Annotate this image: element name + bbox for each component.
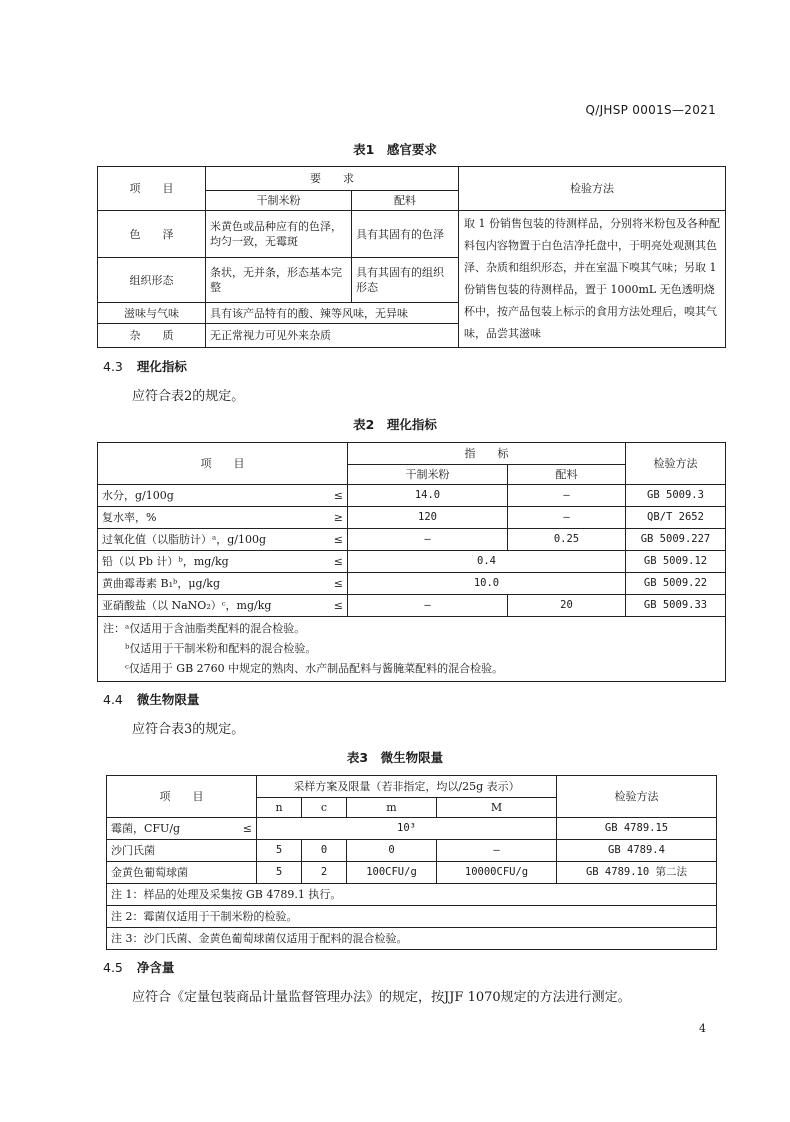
t2-operator: ≤ xyxy=(333,599,343,612)
t3-header-method: 检验方法 xyxy=(557,776,717,818)
t3-header-c: c xyxy=(302,798,347,818)
t1-merged-value: 无正常视力可见外来杂质 xyxy=(206,324,459,348)
section-4-4-heading xyxy=(103,690,199,708)
t2-rice-noodle-value: — xyxy=(348,595,508,617)
table2-caption: 表2 理化指标 xyxy=(353,417,437,432)
t2-notes xyxy=(98,617,726,682)
t3-header-M: M xyxy=(437,798,557,818)
section-4-4-text: 应符合表3的规定。 xyxy=(132,722,245,737)
t2-rice-noodle-value: — xyxy=(348,529,508,551)
t3-note: 注 3：沙门氏菌、金黄色葡萄球菌仅适用于配料的混合检验。 xyxy=(107,928,717,950)
t1-header-item: 项 目 xyxy=(98,167,206,211)
t3-header-plan: 采样方案及限量（若非指定，均以/25g 表示） xyxy=(257,776,557,798)
t2-item: 铅（以 Pb 计）ᵇ，mg/kg xyxy=(102,555,229,568)
t3-method: GB 4789.10 第二法 xyxy=(557,862,717,884)
t3-n: 5 xyxy=(257,862,302,884)
section-4-5-text: 应符合《定量包装商品计量监督管理办法》的规定，按JJF 1070规定的方法进行测定。 xyxy=(132,990,631,1005)
t2-method: GB 5009.227 xyxy=(626,529,726,551)
t2-operator: ≤ xyxy=(333,533,343,546)
t3-note: 注 1：样品的处理及采集按 GB 4789.1 执行。 xyxy=(107,884,717,906)
table1-sensory xyxy=(97,166,726,348)
t2-ingredient-value: 0.25 xyxy=(508,529,626,551)
t2-method: GB 5009.12 xyxy=(626,551,726,573)
t1-header-requirement: 要 求 xyxy=(206,167,459,191)
t1-item: 色 泽 xyxy=(98,211,206,258)
t2-item: 过氧化值（以脂肪计）ᵃ，g/100g xyxy=(102,533,267,546)
t2-header-ingredient: 配料 xyxy=(508,465,626,485)
t1-header-rice-noodle: 干制米粉 xyxy=(206,191,352,211)
table-row xyxy=(98,507,726,529)
table3-microbial xyxy=(106,775,717,950)
t1-merged-value: 具有该产品特有的酸、辣等风味，无异味 xyxy=(206,303,459,324)
t1-method-text: 取 1 份销售包装的待测样品，分别将米粉包及各种配料包内容物置于白色洁净托盘中，于明亮处观测其色泽、杂质和组织形态，并在室温下嗅其气味；另取 1 份销售包装的待测样品，置于 1000mL 无色透明烧杯中，按产品包装上标示的食用方法处理后，嗅其气味，品尝其滋味 xyxy=(459,211,726,348)
t1-header-ingredient: 配料 xyxy=(352,191,459,211)
table-row xyxy=(98,485,726,507)
section-4-3-heading xyxy=(103,357,187,375)
t3-method: GB 4789.15 xyxy=(557,818,717,840)
t2-method: GB 5009.22 xyxy=(626,573,726,595)
page-number: 4 xyxy=(699,1022,706,1035)
t2-header-method: 检验方法 xyxy=(626,443,726,485)
t1-item: 组织形态 xyxy=(98,258,206,303)
t2-ingredient-value: — xyxy=(508,507,626,529)
t3-item: 金黄色葡萄球菌 xyxy=(107,862,257,884)
t2-item: 复水率，% xyxy=(102,511,157,524)
table-row xyxy=(107,818,717,840)
table1-caption: 表1 感官要求 xyxy=(353,142,437,157)
t3-method: GB 4789.4 xyxy=(557,840,717,862)
t2-merged-value: 0.4 xyxy=(348,551,626,573)
t2-header-index: 指 标 xyxy=(348,443,626,465)
section-4-3-text: 应符合表2的规定。 xyxy=(132,389,245,404)
section-number: 4.5 xyxy=(103,960,123,975)
t1-ingredient-value: 具有其固有的组织形态 xyxy=(352,258,459,303)
section-4-5-heading xyxy=(103,958,174,976)
t1-item: 杂 质 xyxy=(98,324,206,348)
table2-physicochemical xyxy=(97,442,726,682)
t1-item: 滋味与气味 xyxy=(98,303,206,324)
section-title: 微生物限量 xyxy=(136,692,200,707)
t2-merged-value: 10.0 xyxy=(348,573,626,595)
t2-operator: ≤ xyxy=(333,489,343,502)
t1-rice-noodle-value: 米黄色或品种应有的色泽，均匀一致，无霉斑 xyxy=(206,211,352,258)
t1-header-method: 检验方法 xyxy=(459,167,726,211)
t2-item: 黄曲霉毒素 B₁ᵇ，μg/kg xyxy=(102,577,220,590)
t3-operator: ≤ xyxy=(242,822,252,835)
t2-operator: ≤ xyxy=(333,577,343,590)
table-row xyxy=(107,840,717,862)
section-title: 净含量 xyxy=(136,960,175,975)
t3-M: 10000CFU/g xyxy=(437,862,557,884)
t2-method: QB/T 2652 xyxy=(626,507,726,529)
t2-ingredient-value: 20 xyxy=(508,595,626,617)
t3-note: 注 2：霉菌仅适用于干制米粉的检验。 xyxy=(107,906,717,928)
t3-M: — xyxy=(437,840,557,862)
table-row xyxy=(98,211,726,258)
t3-m: 0 xyxy=(347,840,437,862)
t3-header-n: n xyxy=(257,798,302,818)
table-row xyxy=(98,595,726,617)
document-code: Q/JHSP 0001S—2021 xyxy=(585,103,716,117)
section-title: 理化指标 xyxy=(136,359,187,374)
t3-merged-value: 10³ xyxy=(257,818,557,840)
t2-rice-noodle-value: 120 xyxy=(348,507,508,529)
t2-operator: ≥ xyxy=(333,511,343,524)
t3-n: 5 xyxy=(257,840,302,862)
t3-item: 沙门氏菌 xyxy=(107,840,257,862)
table-row xyxy=(98,529,726,551)
t3-header-m: m xyxy=(347,798,437,818)
t2-method: GB 5009.33 xyxy=(626,595,726,617)
t3-item: 霉菌，CFU/g xyxy=(111,822,181,835)
t2-method: GB 5009.3 xyxy=(626,485,726,507)
t2-ingredient-value: — xyxy=(508,485,626,507)
t2-rice-noodle-value: 14.0 xyxy=(348,485,508,507)
t2-header-item: 项 目 xyxy=(98,443,348,485)
table-row xyxy=(107,862,717,884)
t2-note: ᶜ仅适用于 GB 2760 中规定的熟肉、水产制品配料与酱腌菜配料的混合检验。 xyxy=(125,662,504,675)
t2-operator: ≤ xyxy=(333,555,343,568)
t2-item: 水分，g/100g xyxy=(102,489,174,502)
t2-note: ᵇ仅适用于干制米粉和配料的混合检验。 xyxy=(125,642,317,655)
t3-c: 0 xyxy=(302,840,347,862)
t3-m: 100CFU/g xyxy=(347,862,437,884)
table-row xyxy=(98,551,726,573)
t1-ingredient-value: 具有其固有的色泽 xyxy=(352,211,459,258)
t3-c: 2 xyxy=(302,862,347,884)
table3-caption: 表3 微生物限量 xyxy=(346,750,444,765)
t1-rice-noodle-value: 条状，无并条，形态基本完整 xyxy=(206,258,352,303)
table-row xyxy=(98,573,726,595)
t2-header-rice-noodle: 干制米粉 xyxy=(348,465,508,485)
section-number: 4.4 xyxy=(103,692,123,707)
t2-note: 注：ᵃ仅适用于含油脂类配料的混合检验。 xyxy=(103,622,306,635)
t2-item: 亚硝酸盐（以 NaNO₂）ᶜ，mg/kg xyxy=(102,599,272,612)
t3-header-item: 项 目 xyxy=(107,776,257,818)
section-number: 4.3 xyxy=(103,359,123,374)
